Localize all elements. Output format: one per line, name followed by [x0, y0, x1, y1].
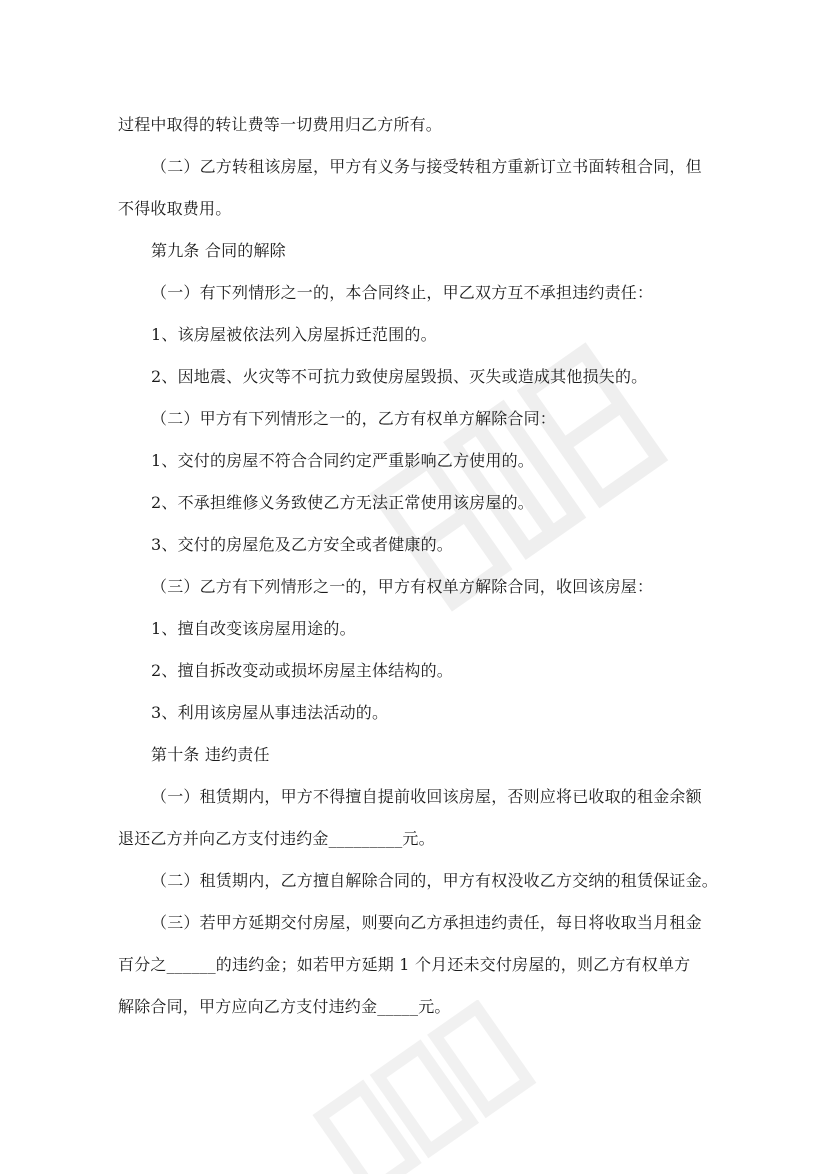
- section-heading: 第十条 违约责任: [151, 745, 270, 764]
- text-line: 过程中取得的转让费等一切费用归乙方所有。: [118, 115, 443, 134]
- text-line: （二）租赁期内，乙方擅自解除合同的，甲方有权没收乙方交纳的租赁保证金。: [151, 871, 719, 890]
- text-line: 百分之______的违约金；如若甲方延期 1 个月还未交付房屋的，则乙方有权单方: [118, 955, 691, 974]
- text-line: （二）乙方转租该房屋，甲方有义务与接受转租方重新订立书面转租合同，但: [151, 157, 702, 176]
- text-line: （一）有下列情形之一的，本合同终止，甲乙双方互不承担违约责任：: [151, 283, 654, 302]
- list-item: 3、利用该房屋从事违法活动的。: [151, 703, 389, 722]
- list-item: 2、因地震、火灾等不可抗力致使房屋毁损、灭失或造成其他损失的。: [151, 367, 648, 386]
- text-line: （三）若甲方延期交付房屋，则要向乙方承担违约责任，每日将收取当月租金: [151, 913, 702, 932]
- text-line: 解除合同，甲方应向乙方支付违约金_____元。: [118, 997, 451, 1016]
- text-line: 不得收取费用。: [118, 199, 232, 218]
- list-item: 3、交付的房屋危及乙方安全或者健康的。: [151, 535, 453, 554]
- section-heading: 第九条 合同的解除: [151, 241, 286, 260]
- text-line: （一）租赁期内，甲方不得擅自提前收回该房屋，否则应将已收取的租金余额: [151, 787, 702, 806]
- list-item: 1、交付的房屋不符合合同约定严重影响乙方使用的。: [151, 451, 534, 470]
- text-line: （二）甲方有下列情形之一的，乙方有权单方解除合同：: [151, 409, 557, 428]
- list-item: 1、该房屋被依法列入房屋拆迁范围的。: [151, 325, 437, 344]
- list-item: 2、不承担维修义务致使乙方无法正常使用该房屋的。: [151, 493, 534, 512]
- text-line: 退还乙方并向乙方支付违约金_________元。: [118, 829, 435, 848]
- list-item: 1、擅自改变该房屋用途的。: [151, 619, 356, 638]
- list-item: 2、擅自拆改变动或损坏房屋主体结构的。: [151, 661, 453, 680]
- document-body: [118, 104, 718, 1028]
- text-line: （三）乙方有下列情形之一的，甲方有权单方解除合同，收回该房屋：: [151, 577, 654, 596]
